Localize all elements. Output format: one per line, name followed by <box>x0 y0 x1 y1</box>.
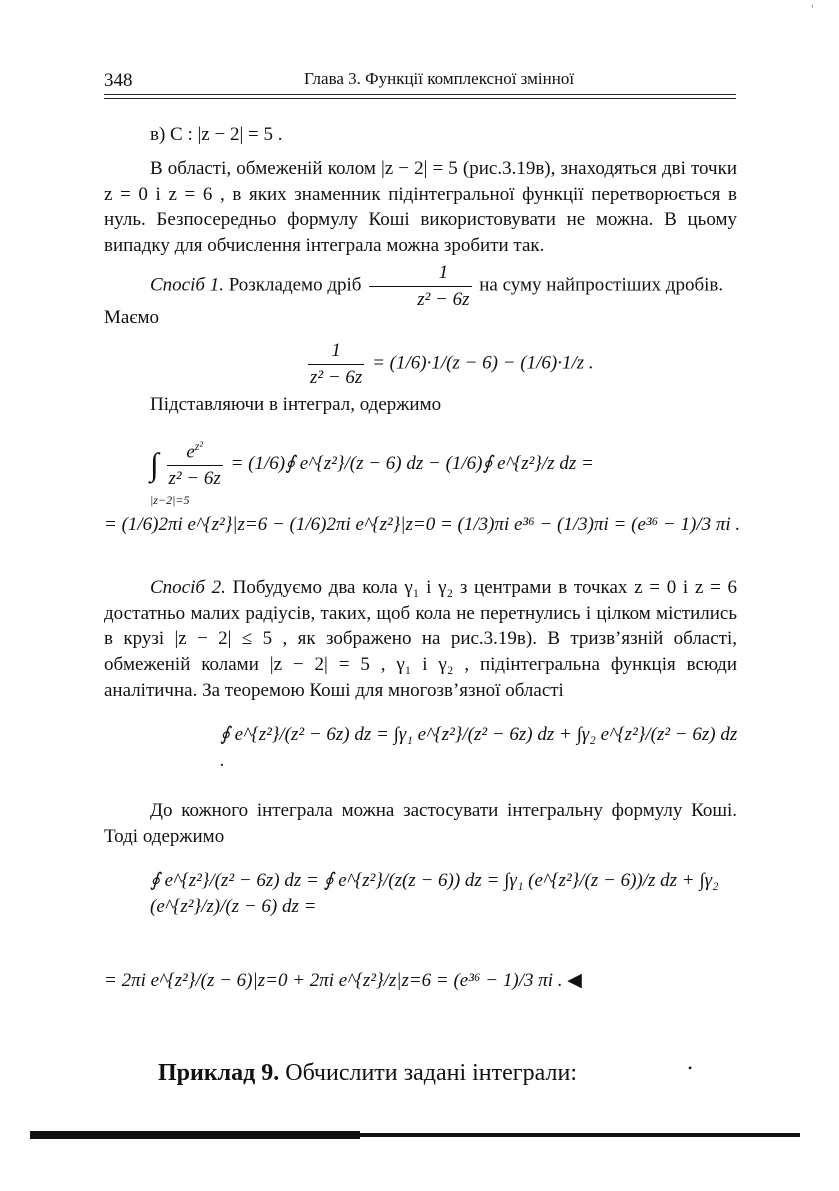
integral-formula-1 <box>150 438 750 508</box>
speck-dot: • <box>688 1061 693 1075</box>
example-label: Приклад 9. <box>158 1060 280 1086</box>
partial-lhs-fraction <box>308 338 364 390</box>
method1-text-a: Розкладемо дріб <box>228 274 362 296</box>
running-head <box>104 64 736 95</box>
partial-rhs: = (1/6)·1/(z − 6) − (1/6)·1/z . <box>372 352 594 374</box>
example-heading <box>158 1057 577 1089</box>
bottom-rule <box>30 1133 800 1137</box>
method2-label: Спосіб 2. <box>150 577 226 598</box>
maiemo-text: Маємо <box>104 307 160 328</box>
fraction-numerator: 1 <box>369 260 471 287</box>
chapter-title: Глава 3. Функції комплексної змінної <box>304 69 575 88</box>
final-formula-1: ∮ e^{z²}/(z² − 6z) dz = ∮ e^{z²}/(z(z − 6)) dz = ∫γ₁ (e^{z²}/(z − 6))/z dz + ∫γ₂ (e^{z²}/z)/(z − 6) dz = <box>150 870 719 917</box>
example-text: Обчислити задані інтеграли: <box>285 1060 577 1086</box>
item-c: в) C : |z − 2| = 5 . <box>150 124 283 145</box>
page-number: 348 <box>104 70 133 91</box>
integral-formula-2: = (1/6)2πi e^{z²}|z=6 − (1/6)2πi e^{z²}|z=0 = (1/3)πi e³⁶ − (1/3)πi = (e³⁶ − 1)/3 πi . <box>104 514 741 535</box>
partial-fraction-formula <box>305 338 594 390</box>
partial-lhs-denominator: z² − 6z <box>310 366 363 388</box>
integrand-fraction: $\frac{e^{z^2}}{\text{z² − 6z}}$ <box>168 439 221 489</box>
final-formula-2: = 2πi e^{z²}/(z − 6)|z=0 + 2πi e^{z²}/z|z=6 = (e³⁶ − 1)/3 πi . ◀ <box>104 970 582 991</box>
cauchy-each-text: До кожного інтеграла можна застосувати інтегральну формулу Коші. Тоді одержимо <box>104 800 737 847</box>
contour-integral-sign: ∫ <box>150 446 159 483</box>
multiconnected-formula: ∮ e^{z²}/(z² − 6z) dz = ∫γ₁ e^{z²}/(z² − 6z) dz + ∫γ₂ e^{z²}/(z² − 6z) dz . <box>220 724 738 771</box>
fraction-denominator: z² − 6z <box>417 288 470 310</box>
method2-paragraph <box>104 575 737 703</box>
contour-label: |z−2|=5 <box>150 492 190 507</box>
method1-text-b: на суму найпростіших дробів. <box>479 274 724 296</box>
paragraph-region: В області, обмеженій колом |z − 2| = 5 (рис.3.19в), знаходяться дві точки z = 0 і z = 6 , в яких знаменник підінтегральної функції перетворюється в нуль. Безпосередньо формулу Коші використовувати не можна. В цьому випадку для обчислення інтеграла можна зробити так. <box>104 158 737 256</box>
method1-label: Спосіб 1. <box>150 274 224 296</box>
partial-lhs-numerator: 1 <box>308 338 364 365</box>
integral-line-1: = (1/6)∮ e^{z²}/(z − 6) dz − (1/6)∮ e^{z²}/z dz = <box>230 453 594 475</box>
method2-text: Побудуємо два кола γ₁ і γ₂ з центрами в точках z = 0 і z = 6 достатньо малих радіусів, таких, щоб кола не перетнулись і цілком містились в крузі |z − 2| ≤ 5 , як зображено на рис.3.19в). В тризв’язній області, обмеженій колами |z − 2| = 5 , γ₁ і γ₂ , підінтегральна функція всюди аналітична. За теоремою Коші для многозв’язної області <box>104 577 737 701</box>
corner-mark: ' <box>811 3 814 18</box>
substituting-text: Підставляючи в інтеграл, одержимо <box>150 394 442 415</box>
